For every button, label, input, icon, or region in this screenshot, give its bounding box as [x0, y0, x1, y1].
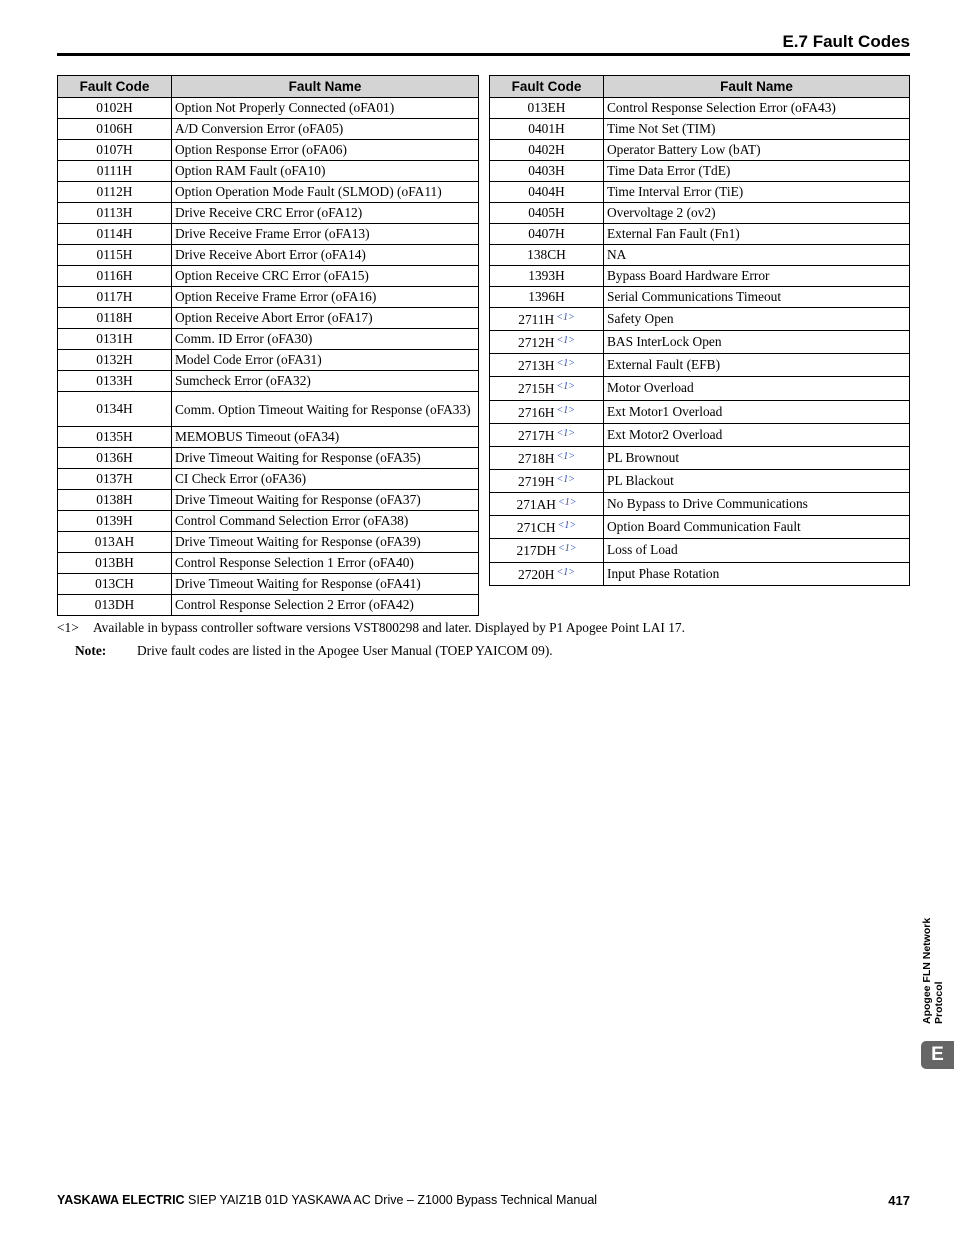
fault-code: 0134H [96, 401, 133, 416]
fault-code-cell [58, 490, 172, 511]
fault-name-cell: Option Operation Mode Fault (SLMOD) (oFA11) [172, 182, 479, 203]
fault-code: 2713H [518, 358, 555, 374]
section-title: E.7 Fault Codes [782, 32, 910, 51]
fault-name-cell: External Fault (EFB) [604, 354, 910, 377]
fault-code-cell [490, 203, 604, 224]
fault-name-cell: No Bypass to Drive Communications [604, 493, 910, 516]
fault-name-cell: Ext Motor1 Overload [604, 400, 910, 423]
fault-name-cell: Option Receive Abort Error (oFA17) [172, 308, 479, 329]
fault-code-cell [490, 539, 604, 562]
fault-code: 0131H [96, 331, 133, 346]
fault-code-table-right [489, 75, 910, 586]
fault-name-cell: Motor Overload [604, 377, 910, 400]
table-row [58, 350, 479, 371]
fault-code: 013AH [94, 534, 135, 549]
table-row [490, 423, 910, 446]
table-row [58, 329, 479, 350]
fault-code-cell [490, 182, 604, 203]
header-rule [57, 53, 910, 56]
table-row [490, 245, 910, 266]
fault-code: 2715H [518, 381, 555, 397]
fault-code: 0136H [96, 450, 133, 465]
table-row [58, 448, 479, 469]
fault-name-cell: Drive Timeout Waiting for Response (oFA35) [172, 448, 479, 469]
fault-code-cell [490, 98, 604, 119]
fault-name-cell: NA [604, 245, 910, 266]
footer-brand: YASKAWA ELECTRIC [57, 1193, 185, 1207]
fault-code-cell [490, 331, 604, 354]
table-row [490, 266, 910, 287]
fault-name-cell: Control Response Selection Error (oFA43) [604, 98, 910, 119]
fault-code: 0407H [528, 226, 565, 241]
table-row [58, 308, 479, 329]
fault-code: 013EH [527, 100, 566, 115]
side-tab-label: Apogee FLN Network Protocol [921, 917, 945, 1024]
fault-name-cell: MEMOBUS Timeout (oFA34) [172, 427, 479, 448]
footnote [57, 620, 685, 636]
footnote-ref-link[interactable]: <1> [556, 312, 575, 324]
table-row [58, 469, 479, 490]
footnote-ref-link[interactable]: <1> [556, 404, 575, 416]
fault-code-cell [490, 400, 604, 423]
footnote-ref-link[interactable]: <1> [556, 474, 575, 486]
table-row [58, 427, 479, 448]
fault-code-cell [58, 329, 172, 350]
fault-code-cell [58, 140, 172, 161]
table-row [58, 182, 479, 203]
fault-name-cell: Input Phase Rotation [604, 562, 910, 585]
fault-code: 271AH [516, 497, 556, 513]
table-row [490, 493, 910, 516]
fault-code-cell [58, 203, 172, 224]
fault-code: 0117H [96, 289, 133, 304]
footnote-mark: <1> [57, 620, 79, 635]
table-row [490, 539, 910, 562]
fault-code: 2719H [518, 474, 555, 490]
footnote-ref-link[interactable]: <1> [556, 566, 575, 578]
footer-doc-title: SIEP YAIZ1B 01D YASKAWA AC Drive – Z1000 Bypass Technical Manual [184, 1193, 598, 1207]
table-header-row [490, 76, 910, 98]
table-row [58, 140, 479, 161]
fault-name-cell: CI Check Error (oFA36) [172, 469, 479, 490]
table-row [490, 562, 910, 585]
fault-code: 0111H [96, 163, 133, 178]
footnote-ref-link[interactable]: <1> [556, 335, 575, 347]
fault-code-cell [490, 308, 604, 331]
fault-name-cell: Overvoltage 2 (ov2) [604, 203, 910, 224]
fault-code-cell [58, 448, 172, 469]
fault-name-cell: PL Blackout [604, 469, 910, 492]
fault-name-cell: Comm. ID Error (oFA30) [172, 329, 479, 350]
fault-name-cell: Control Response Selection 2 Error (oFA42) [172, 595, 479, 616]
fault-code-cell [490, 161, 604, 182]
table-row [58, 595, 479, 616]
table-row [58, 553, 479, 574]
fault-code: 0402H [528, 142, 565, 157]
fault-name-cell: Time Interval Error (TiE) [604, 182, 910, 203]
fault-code-cell [58, 224, 172, 245]
table-row [58, 266, 479, 287]
fault-name-cell: Bypass Board Hardware Error [604, 266, 910, 287]
fault-code-table-right-body [490, 98, 910, 586]
footnote-ref-link[interactable]: <1> [557, 543, 577, 555]
table-row [58, 119, 479, 140]
fault-code-cell [490, 224, 604, 245]
fault-code-cell [490, 266, 604, 287]
fault-name-cell: BAS InterLock Open [604, 331, 910, 354]
table-row [58, 161, 479, 182]
fault-code-cell [490, 140, 604, 161]
table-row [490, 469, 910, 492]
table-row [490, 161, 910, 182]
footnote-ref-link[interactable]: <1> [557, 497, 577, 509]
fault-code-cell [490, 119, 604, 140]
fault-code: 0138H [96, 492, 133, 507]
fault-code: 0405H [528, 205, 565, 220]
fault-code-cell [490, 245, 604, 266]
footnote-ref-link[interactable]: <1> [556, 381, 575, 393]
table-row [58, 203, 479, 224]
fault-code-cell [58, 287, 172, 308]
table-row [58, 574, 479, 595]
fault-code: 0106H [96, 121, 133, 136]
fault-code-cell [490, 562, 604, 585]
fault-code-cell [490, 354, 604, 377]
fault-code: 1393H [528, 268, 565, 283]
fault-code-table-left [57, 75, 479, 616]
fault-name-cell: Ext Motor2 Overload [604, 423, 910, 446]
fault-code-cell [490, 446, 604, 469]
fault-code-cell [58, 98, 172, 119]
table-row [490, 203, 910, 224]
table-row [490, 354, 910, 377]
fault-code: 2716H [518, 404, 555, 420]
fault-code-cell [58, 553, 172, 574]
fault-name-cell: Comm. Option Timeout Waiting for Response (oFA33) [172, 392, 479, 427]
fault-name-cell: Option Receive CRC Error (oFA15) [172, 266, 479, 287]
table-header-row [58, 76, 479, 98]
fault-name-header: Fault Name [604, 76, 910, 98]
fault-name-cell: Serial Communications Timeout [604, 287, 910, 308]
fault-code: 0403H [528, 163, 565, 178]
fault-code-cell [58, 308, 172, 329]
fault-name-cell: A/D Conversion Error (oFA05) [172, 119, 479, 140]
table-row [58, 245, 479, 266]
fault-code-cell [58, 182, 172, 203]
table-row [490, 308, 910, 331]
fault-code-cell [490, 287, 604, 308]
table-row [490, 516, 910, 539]
fault-code: 0114H [96, 226, 133, 241]
fault-code-cell [490, 377, 604, 400]
table-row [58, 392, 479, 427]
table-row [58, 532, 479, 553]
fault-code-cell [58, 511, 172, 532]
side-tab-letter: E [921, 1041, 954, 1069]
fault-name-cell: Option Board Communication Fault [604, 516, 910, 539]
table-row [490, 140, 910, 161]
fault-name-cell: External Fan Fault (Fn1) [604, 224, 910, 245]
table-row [490, 182, 910, 203]
fault-code-cell [58, 245, 172, 266]
fault-code-header: Fault Code [490, 76, 604, 98]
note-text: Drive fault codes are listed in the Apogee User Manual (TOEP YAICOM 09). [137, 643, 553, 658]
table-row [58, 287, 479, 308]
fault-name-cell: Drive Timeout Waiting for Response (oFA41) [172, 574, 479, 595]
page-number: 417 [888, 1193, 910, 1208]
fault-code: 0107H [96, 142, 133, 157]
fault-code: 013CH [95, 576, 134, 591]
fault-code: 0112H [96, 184, 133, 199]
footnote-ref-link[interactable]: <1> [556, 427, 575, 439]
fault-name-cell: PL Brownout [604, 446, 910, 469]
fault-name-cell: Sumcheck Error (oFA32) [172, 371, 479, 392]
fault-code: 271CH [516, 520, 556, 536]
fault-code: 013DH [94, 597, 135, 612]
note-label: Note: [75, 643, 107, 658]
fault-name-cell: Control Command Selection Error (oFA38) [172, 511, 479, 532]
fault-code: 0135H [96, 429, 133, 444]
fault-code: 0404H [528, 184, 565, 199]
note [75, 643, 553, 659]
fault-name-cell: Time Not Set (TIM) [604, 119, 910, 140]
fault-code: 2712H [518, 335, 555, 351]
fault-code: 2717H [518, 427, 555, 443]
fault-code-cell [490, 469, 604, 492]
fault-code: 1396H [528, 289, 565, 304]
fault-code: 0401H [528, 121, 565, 136]
footnote-text: Available in bypass controller software versions VST800298 and later. Displayed by P1 Apogee Point LAI 17. [93, 620, 685, 635]
footnote-ref-link[interactable]: <1> [557, 520, 577, 532]
fault-code-cell [490, 516, 604, 539]
fault-name-cell: Model Code Error (oFA31) [172, 350, 479, 371]
fault-code-cell [58, 161, 172, 182]
fault-code: 0139H [96, 513, 133, 528]
fault-code-cell [58, 595, 172, 616]
fault-code: 013BH [95, 555, 134, 570]
fault-code-cell [58, 350, 172, 371]
table-row [58, 371, 479, 392]
footnote-ref-link[interactable]: <1> [556, 358, 575, 370]
footer-doc-info [57, 1193, 597, 1207]
fault-name-cell: Loss of Load [604, 539, 910, 562]
fault-code-cell [58, 469, 172, 490]
table-row [490, 224, 910, 245]
table-row [490, 446, 910, 469]
table-row [490, 377, 910, 400]
fault-name-cell: Operator Battery Low (bAT) [604, 140, 910, 161]
fault-name-cell: Drive Receive Abort Error (oFA14) [172, 245, 479, 266]
fault-name-cell: Option Receive Frame Error (oFA16) [172, 287, 479, 308]
fault-code-cell [58, 392, 172, 427]
fault-code: 2711H [518, 312, 555, 328]
fault-code-cell [58, 266, 172, 287]
fault-name-cell: Safety Open [604, 308, 910, 331]
table-row [58, 490, 479, 511]
fault-code-cell [58, 119, 172, 140]
fault-code-cell [58, 427, 172, 448]
fault-code: 2718H [518, 450, 555, 466]
fault-code: 0133H [96, 373, 133, 388]
fault-code: 0132H [96, 352, 133, 367]
fault-name-cell: Option Response Error (oFA06) [172, 140, 479, 161]
fault-name-cell: Drive Receive Frame Error (oFA13) [172, 224, 479, 245]
fault-code: 0116H [96, 268, 133, 283]
fault-code: 138CH [527, 247, 566, 262]
fault-code-cell [58, 574, 172, 595]
table-row [58, 224, 479, 245]
fault-name-cell: Option Not Properly Connected (oFA01) [172, 98, 479, 119]
fault-code: 0137H [96, 471, 133, 486]
fault-code-header: Fault Code [58, 76, 172, 98]
fault-code: 0113H [96, 205, 133, 220]
fault-code-cell [58, 532, 172, 553]
table-row [58, 511, 479, 532]
fault-name-cell: Drive Timeout Waiting for Response (oFA37) [172, 490, 479, 511]
table-row [58, 98, 479, 119]
fault-name-cell: Control Response Selection 1 Error (oFA40) [172, 553, 479, 574]
fault-code: 0102H [96, 100, 133, 115]
fault-name-cell: Drive Receive CRC Error (oFA12) [172, 203, 479, 224]
fault-code: 2720H [518, 566, 555, 582]
fault-code: 217DH [516, 543, 556, 559]
table-row [490, 287, 910, 308]
table-row [490, 98, 910, 119]
fault-code-cell [490, 423, 604, 446]
table-row [490, 119, 910, 140]
fault-code: 0115H [96, 247, 133, 262]
fault-code-table-left-body [58, 98, 479, 616]
fault-name-cell: Time Data Error (TdE) [604, 161, 910, 182]
footnote-ref-link[interactable]: <1> [556, 450, 575, 462]
fault-code-cell [490, 493, 604, 516]
fault-code: 0118H [96, 310, 133, 325]
table-row [490, 400, 910, 423]
fault-code-cell [58, 371, 172, 392]
fault-name-cell: Drive Timeout Waiting for Response (oFA39) [172, 532, 479, 553]
fault-name-cell: Option RAM Fault (oFA10) [172, 161, 479, 182]
fault-name-header: Fault Name [172, 76, 479, 98]
table-row [490, 331, 910, 354]
